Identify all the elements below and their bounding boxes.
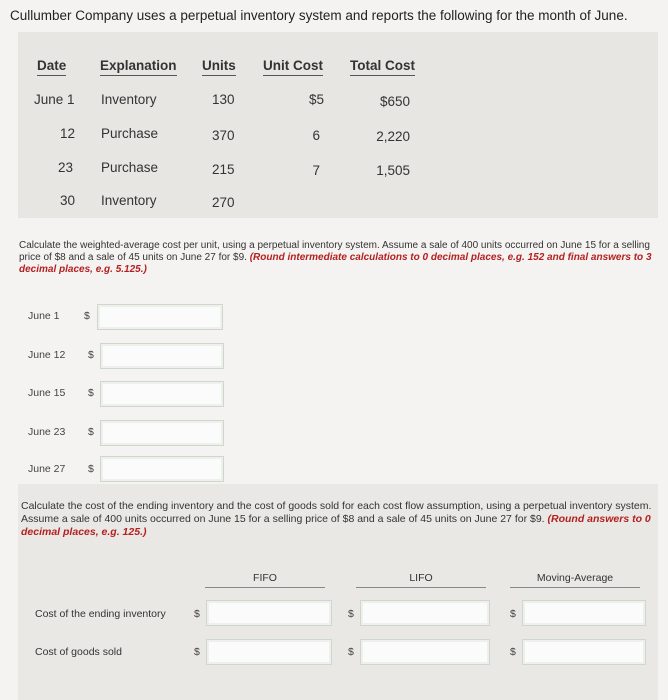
dollar-sign: $ (510, 608, 516, 620)
row-units: 270 (212, 195, 235, 210)
header-unit-cost: Unit Cost (263, 58, 323, 76)
dollar-sign: $ (194, 608, 200, 620)
row-date: 12 (60, 126, 76, 141)
q2-instructions (21, 500, 653, 539)
row-total-cost: $650 (379, 94, 410, 109)
dollar-sign: $ (84, 310, 90, 322)
row-total-cost: 2,220 (376, 129, 410, 144)
q1-text: Calculate the weighted-average cost per unit, using a perpetual inventory system. Assume a sale of 400 units occurred on June 15 for a selling price of $8 and a sale of 45 units on June 27 for $9. (19, 240, 650, 263)
dollar-sign: $ (510, 646, 516, 658)
header-date: Date (37, 58, 66, 76)
cogs-lifo-input[interactable] (360, 639, 490, 665)
header-total-cost: Total Cost (350, 58, 415, 76)
wac-june-1-input[interactable] (97, 304, 223, 330)
row-date: June 1 (34, 92, 75, 107)
cogs-fifo-input[interactable] (206, 639, 332, 665)
column-lifo: LIFO (356, 572, 486, 588)
dollar-sign: $ (88, 387, 94, 399)
cogs-moving-average-input[interactable] (522, 639, 646, 665)
dollar-sign: $ (348, 646, 354, 658)
q1-instructions (19, 240, 655, 276)
q2-text: Calculate the cost of the ending inventory and the cost of goods sold for each cost flow assumption, using a perpetual inventory system. Assume a sale of 400 units occurred on June 15 for a selling price of $8 and a sale of 45 units on June 27 for $9. (21, 500, 652, 525)
row-explanation: Inventory (101, 92, 157, 107)
dollar-sign: $ (88, 463, 94, 475)
ending-inventory-lifo-input[interactable] (360, 600, 490, 626)
row-total-cost: 1,505 (376, 163, 410, 178)
intro-text: Cullumber Company uses a perpetual inventory system and reports the following for the month of June. (10, 8, 628, 23)
dollar-sign: $ (88, 349, 94, 361)
row-explanation: Purchase (101, 160, 159, 175)
header-units: Units (202, 58, 236, 76)
wac-june-27-input[interactable] (100, 456, 224, 482)
q2-note: (Round answers to 0 decimal places, e.g. 125.) (21, 513, 651, 538)
q1-row-label: June 23 (28, 426, 66, 438)
header-explanation: Explanation (100, 58, 177, 76)
ending-inventory-fifo-input[interactable] (206, 600, 332, 626)
row-unit-cost: 7 (312, 163, 320, 178)
dollar-sign: $ (88, 426, 94, 438)
cogs-label: Cost of goods sold (35, 646, 122, 658)
row-units: 215 (212, 162, 235, 177)
wac-june-15-input[interactable] (100, 381, 224, 407)
q1-note: (Round intermediate calculations to 0 decimal places, e.g. 152 and final answers to 3 decimal places, e.g. 5.125.) (19, 252, 652, 275)
row-units: 130 (212, 92, 235, 107)
row-unit-cost: $5 (308, 92, 324, 107)
q1-row-label: June 27 (28, 463, 66, 475)
row-date: 30 (60, 193, 76, 208)
row-units: 370 (212, 128, 235, 143)
dollar-sign: $ (348, 608, 354, 620)
row-explanation: Inventory (101, 193, 157, 208)
column-moving-average: Moving-Average (510, 572, 640, 588)
wac-june-12-input[interactable] (100, 343, 224, 369)
row-explanation: Purchase (101, 126, 159, 141)
column-fifo: FIFO (205, 572, 325, 588)
q1-row-label: June 15 (28, 387, 66, 399)
dollar-sign: $ (194, 646, 200, 658)
wac-june-23-input[interactable] (100, 420, 224, 446)
row-date: 23 (58, 160, 74, 175)
ending-inventory-label: Cost of the ending inventory (35, 608, 166, 620)
ending-inventory-moving-average-input[interactable] (522, 600, 646, 626)
q1-row-label: June 12 (28, 349, 66, 361)
row-unit-cost: 6 (312, 128, 320, 143)
q1-row-label: June 1 (28, 310, 60, 322)
